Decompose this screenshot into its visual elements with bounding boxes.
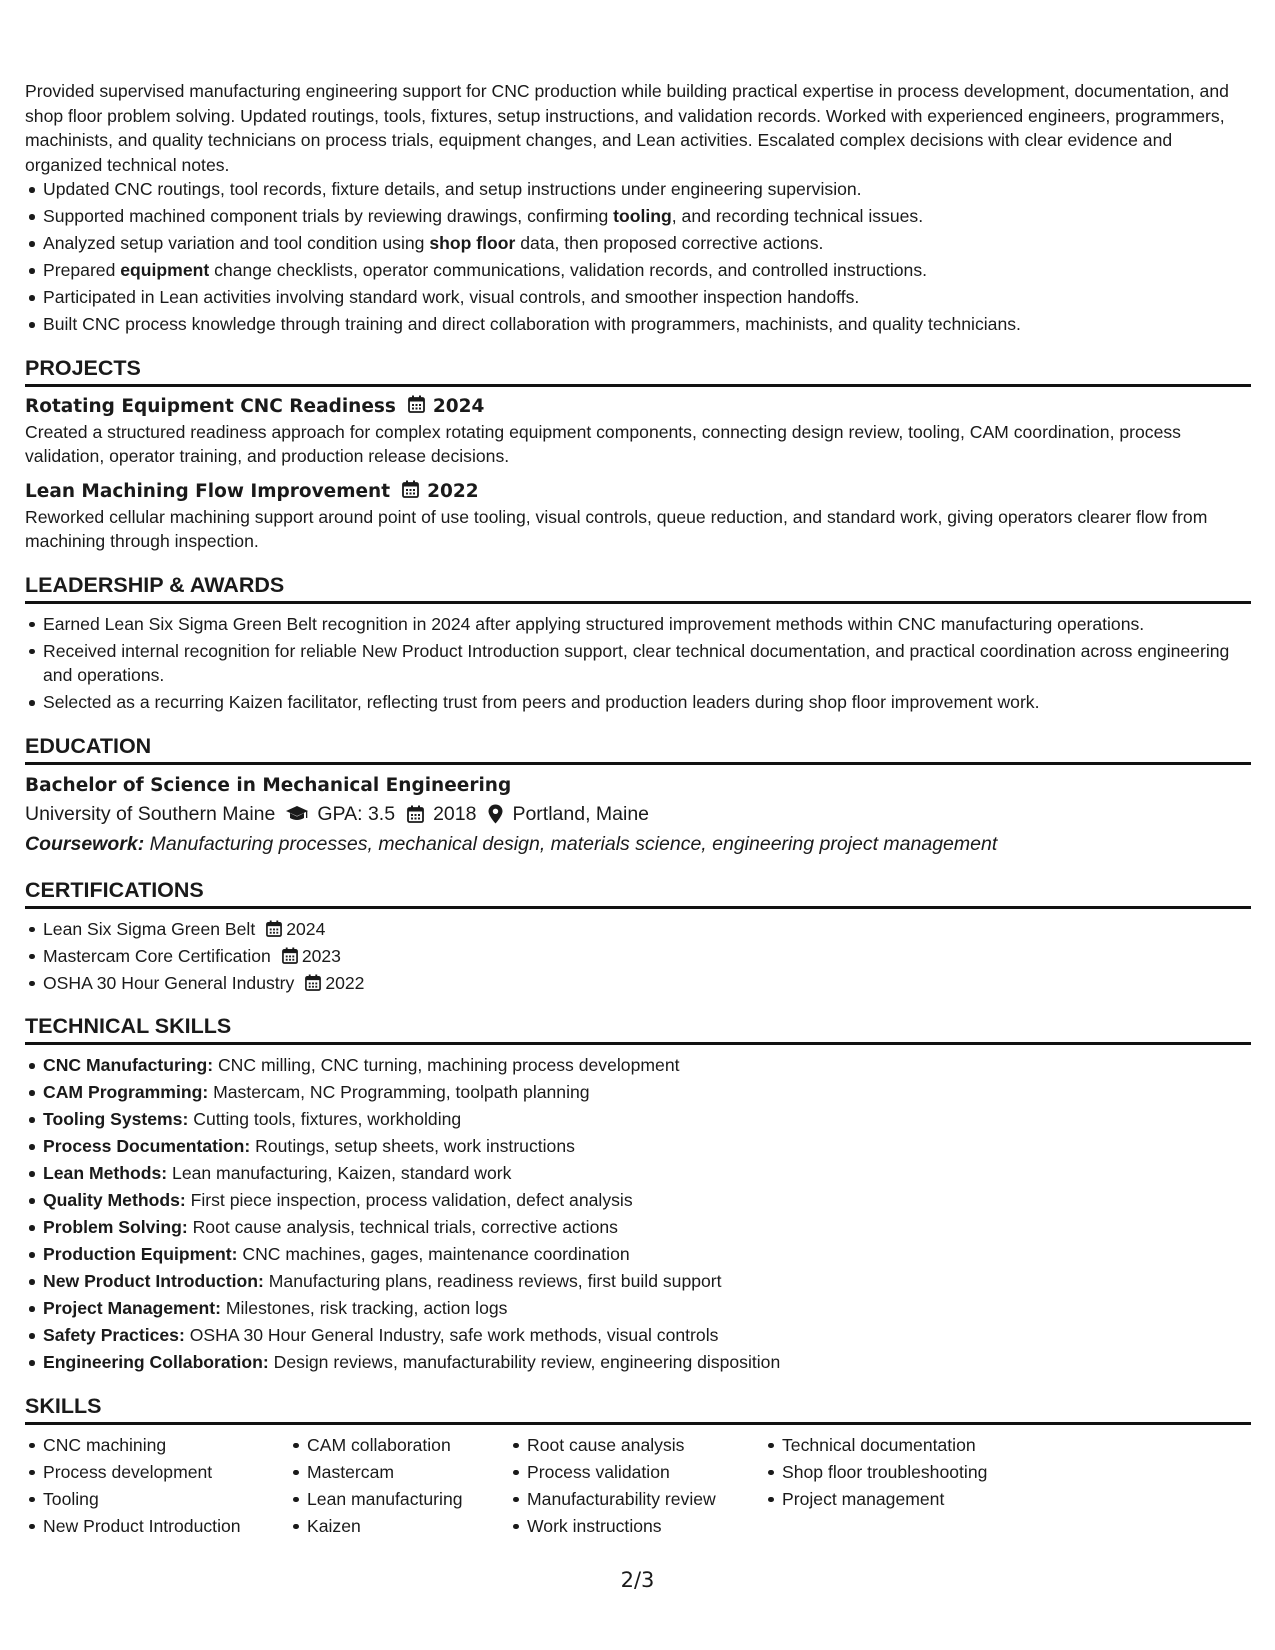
skill-values: Lean manufacturing, Kaizen, standard work: [167, 1163, 512, 1183]
skill-values: Manufacturing plans, readiness reviews, first build support: [263, 1271, 722, 1291]
page-number: 2/3: [620, 1568, 655, 1592]
education-degree: Bachelor of Science in Mechanical Engineering: [25, 774, 512, 796]
skills-column: [509, 1433, 764, 1541]
skill-category: Project Management:: [43, 1298, 221, 1318]
list-item: Shop floor troubleshooting: [782, 1460, 1042, 1485]
skill-values: First piece inspection, process validation, defect analysis: [185, 1190, 633, 1210]
list-item: Project management: [782, 1487, 1042, 1512]
coursework-text: Manufacturing processes, mechanical design, materials science, engineering project management: [144, 832, 998, 855]
list-item: [43, 917, 1251, 942]
skill-category: Quality Methods:: [43, 1190, 186, 1210]
skill-category: Problem Solving:: [43, 1217, 188, 1237]
calendar-icon: [266, 920, 282, 937]
section-title-technical-skills: TECHNICAL SKILLS: [25, 1013, 1251, 1045]
list-item: Process development: [43, 1460, 289, 1485]
skills-column: [25, 1433, 289, 1541]
list-item: Tooling: [43, 1487, 289, 1512]
project-item: [25, 395, 1251, 469]
bullet-keyword: shop floor: [429, 233, 516, 253]
list-item: Selected as a recurring Kaizen facilitator, reflecting trust from peers and production leaders during shop floor improvement work.: [43, 690, 1251, 715]
list-item: [43, 231, 1251, 256]
skill-values: CNC machines, gages, maintenance coordination: [237, 1244, 630, 1264]
skill-values: CNC milling, CNC turning, machining process development: [213, 1055, 680, 1075]
list-item: Mastercam: [307, 1460, 509, 1485]
list-item: [43, 177, 1251, 202]
section-title-education: EDUCATION: [25, 733, 1251, 765]
section-title-certifications: CERTIFICATIONS: [25, 877, 1251, 909]
graduation-cap-icon: [275, 805, 317, 823]
experience-summary: Provided supervised manufacturing engineering support for CNC production while building practical expertise in process development, documentation, and shop floor problem solving. Updated routings, tools, fixtures, setup instructions, and validation records. Worked with experienced engineers, programmers, machinists, and quality technicians on process trials, equipment changes, and Lean activities. Escalated complex decisions with clear evidence and organized technical notes.: [25, 81, 1229, 175]
certifications-list: [25, 917, 1251, 996]
list-item: Manufacturability review: [527, 1487, 764, 1512]
calendar-icon: [395, 805, 433, 823]
list-item: [43, 285, 1251, 310]
skill-values: Mastercam, NC Programming, toolpath planning: [208, 1082, 590, 1102]
resume-page: [25, 79, 1251, 1541]
project-description: Created a structured readiness approach for complex rotating equipment components, connecting design review, tooling, CAM coordination, process validation, operator training, and production release decisions.: [25, 421, 1181, 466]
skill-category: Process Documentation:: [43, 1136, 251, 1156]
calendar-icon: [402, 480, 419, 505]
skill-values: Milestones, risk tracking, action logs: [220, 1298, 508, 1318]
list-item: [43, 1323, 1251, 1348]
list-item: [43, 1161, 1251, 1186]
list-item: Work instructions: [527, 1514, 764, 1539]
list-item: [43, 204, 1251, 229]
skill-category: Lean Methods:: [43, 1163, 168, 1183]
skill-values: Routings, setup sheets, work instructions: [250, 1136, 575, 1156]
skill-category: CNC Manufacturing:: [43, 1055, 214, 1075]
list-item: Earned Lean Six Sigma Green Belt recognition in 2024 after applying structured improvement methods within CNC manufacturing operations.: [43, 612, 1251, 637]
skill-category: New Product Introduction:: [43, 1271, 264, 1291]
list-item: Process validation: [527, 1460, 764, 1485]
list-item: New Product Introduction: [43, 1514, 289, 1539]
skill-category: CAM Programming:: [43, 1082, 209, 1102]
list-item: Lean manufacturing: [307, 1487, 509, 1512]
education-year: 2018: [433, 802, 477, 825]
list-item: [43, 258, 1251, 283]
cert-year: 2022: [325, 972, 365, 993]
calendar-icon: [282, 947, 298, 964]
project-year: 2022: [427, 481, 479, 502]
section-title-projects: PROJECTS: [25, 355, 1251, 387]
list-item: [43, 1188, 1251, 1213]
experience-bullets: [25, 177, 1251, 337]
list-item: [43, 944, 1251, 969]
bullet-text: Updated CNC routings, tool records, fixture details, and setup instructions under engineering supervision.: [43, 179, 862, 199]
project-title: Lean Machining Flow Improvement: [25, 481, 391, 502]
list-item: [43, 1107, 1251, 1132]
list-item: [43, 1215, 1251, 1240]
map-pin-icon: [476, 804, 512, 824]
bullet-text: Analyzed setup variation and tool condition using: [43, 233, 430, 253]
project-year: 2024: [432, 396, 485, 417]
technical-skills-list: [25, 1053, 1251, 1375]
education-coursework: [25, 829, 1251, 859]
cert-year: 2024: [286, 918, 326, 939]
skill-values: OSHA 30 Hour General Industry, safe work methods, visual controls: [184, 1325, 719, 1345]
skill-category: Tooling Systems:: [43, 1109, 189, 1129]
cert-name: Lean Six Sigma Green Belt: [43, 918, 256, 939]
list-item: CNC machining: [43, 1433, 289, 1458]
list-item: [43, 1350, 1251, 1375]
list-item: [43, 1080, 1251, 1105]
list-item: [43, 1296, 1251, 1321]
calendar-icon: [408, 395, 425, 420]
section-title-skills: SKILLS: [25, 1393, 1251, 1425]
list-item: [43, 1134, 1251, 1159]
skill-category: Engineering Collaboration:: [43, 1352, 269, 1372]
cert-name: OSHA 30 Hour General Industry: [43, 972, 295, 993]
leadership-list: [25, 612, 1251, 715]
list-item: Technical documentation: [782, 1433, 1042, 1458]
education-gpa: GPA: 3.5: [317, 802, 396, 825]
bullet-text: Built CNC process knowledge through training and direct collaboration with programmers, machinists, and quality technicians.: [43, 314, 1021, 334]
bullet-text: Prepared: [43, 260, 121, 280]
education-school: University of Southern Maine: [25, 802, 276, 825]
section-title-leadership: LEADERSHIP & AWARDS: [25, 572, 1251, 604]
list-item: [43, 312, 1251, 337]
list-item: [43, 1053, 1251, 1078]
skills-column: [764, 1433, 1042, 1541]
skill-category: Production Equipment:: [43, 1244, 238, 1264]
skills-column: [289, 1433, 509, 1541]
bullet-text: data, then proposed corrective actions.: [515, 233, 824, 253]
list-item: [43, 1269, 1251, 1294]
bullet-text: change checklists, operator communications, validation records, and controlled instructions.: [209, 260, 928, 280]
project-item: [25, 480, 1251, 554]
skill-category: Safety Practices:: [43, 1325, 185, 1345]
bullet-text: , and recording technical issues.: [671, 206, 924, 226]
bullet-keyword: equipment: [120, 260, 210, 280]
coursework-label: Coursework:: [25, 832, 145, 855]
skill-values: Cutting tools, fixtures, workholding: [188, 1109, 462, 1129]
skill-values: Design reviews, manufacturability review, engineering disposition: [268, 1352, 781, 1372]
list-item: Received internal recognition for reliable New Product Introduction support, clear technical documentation, and practical coordination across engineering and operations.: [43, 639, 1251, 688]
cert-year: 2023: [301, 945, 341, 966]
bullet-text: Supported machined component trials by reviewing drawings, confirming: [43, 206, 614, 226]
list-item: [43, 1242, 1251, 1267]
skill-values: Root cause analysis, technical trials, corrective actions: [187, 1217, 618, 1237]
list-item: Kaizen: [307, 1514, 509, 1539]
bullet-keyword: tooling: [613, 206, 672, 226]
cert-name: Mastercam Core Certification: [43, 945, 271, 966]
list-item: Root cause analysis: [527, 1433, 764, 1458]
project-description: Reworked cellular machining support around point of use tooling, visual controls, queue reduction, and standard work, giving operators clearer flow from machining through inspection.: [25, 506, 1208, 551]
list-item: CAM collaboration: [307, 1433, 509, 1458]
project-title: Rotating Equipment CNC Readiness: [25, 396, 396, 417]
education-details: [25, 799, 1251, 829]
calendar-icon: [305, 974, 321, 991]
skills-grid: [25, 1433, 1251, 1541]
bullet-text: Participated in Lean activities involving standard work, visual controls, and smoother inspection handoffs.: [43, 287, 860, 307]
list-item: [43, 971, 1251, 996]
education-location: Portland, Maine: [512, 802, 650, 825]
